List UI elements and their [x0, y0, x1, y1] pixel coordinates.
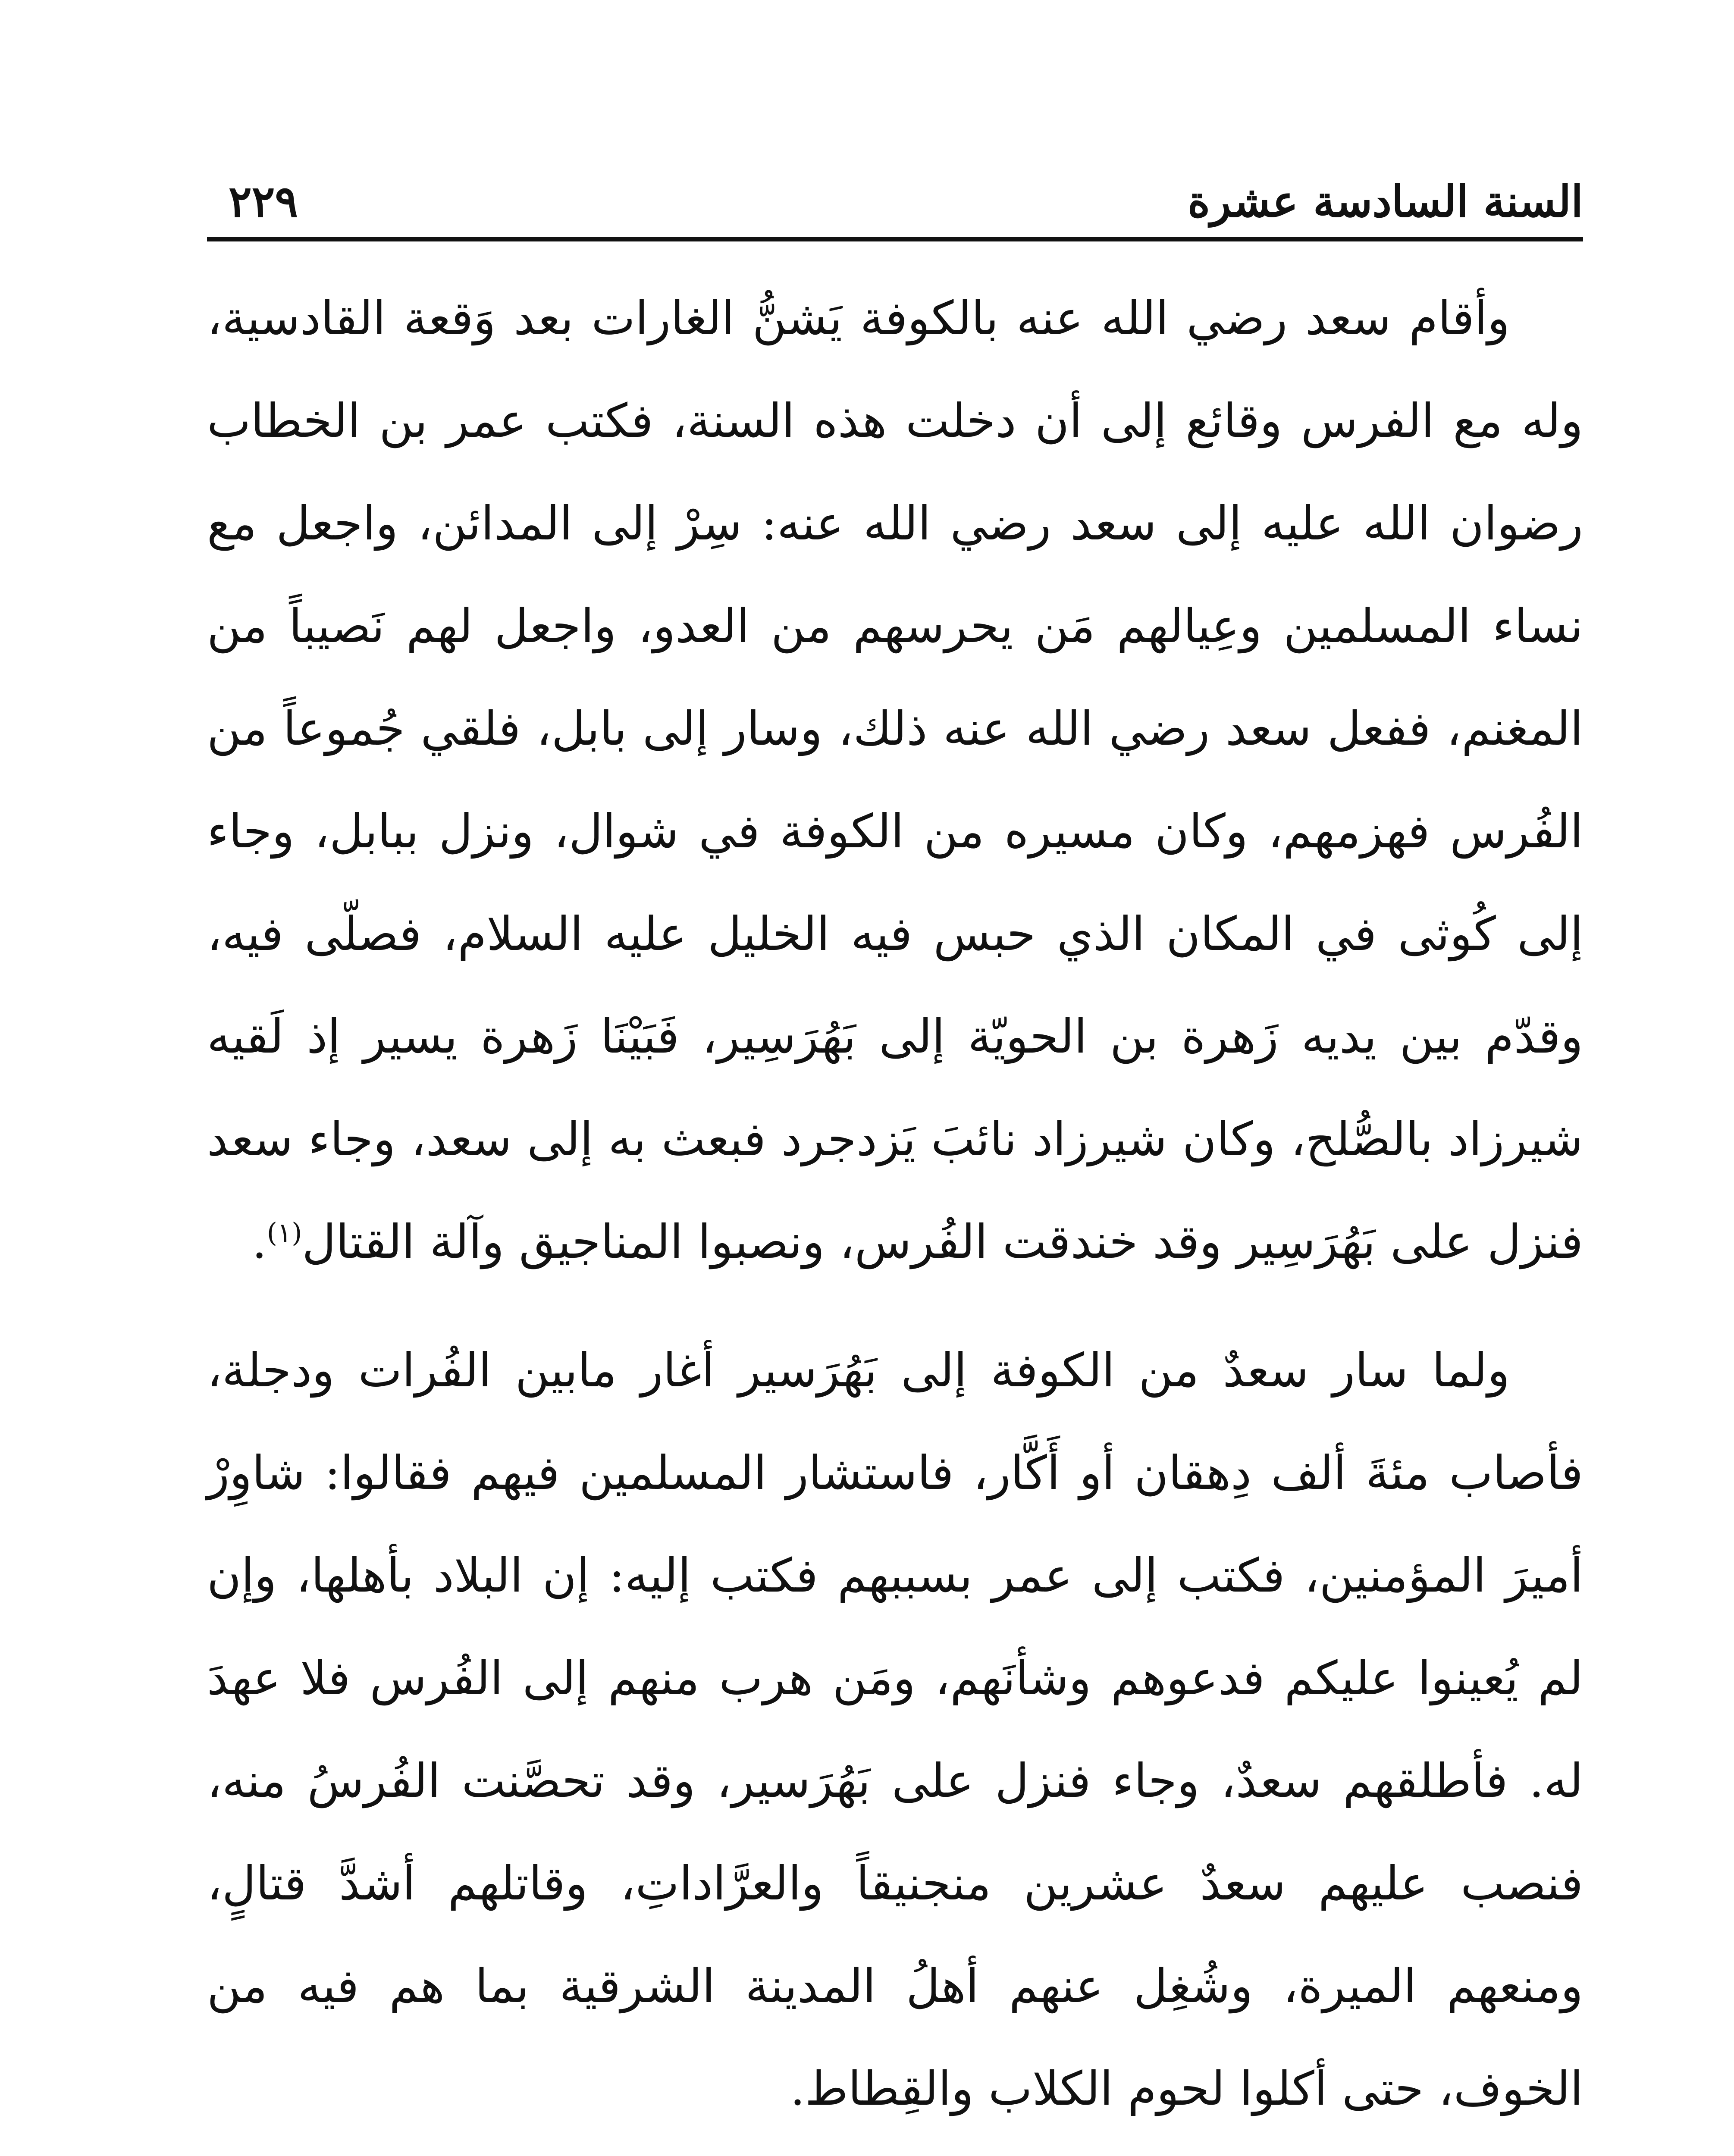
paragraph-text: وأقام سعد رضي الله عنه بالكوفة يَشنُّ الغارات بعد وَقعة القادسية، وله مع الفرس وقائع إلى أن دخلت هذه السنة، فكتب عمر بن الخطاب رضوان الله عليه إلى سعد رضي الله عنه: سِرْ إلى المدائن، واجعل مع نساء المسلمين وعِيالهم مَن يحرسهم من العدو، واجعل لهم نَصيباً من المغنم، ففعل سعد رضي الله عنه ذلك، وسار إلى بابل، فلقي جُموعاً من الفُرس فهزمهم، وكان مسيره من الكوفة في شوال، ونزل ببابل، وجاء إلى كُوثى في المكان الذي حبس فيه الخليل عليه السلام، فصلّى فيه، وقدّم بين يديه زَهرة بن الحويّة إلى بَهُرَسِير، فَبَيْنَا زَهرة يسير إذ لَقيه شيرزاد بالصُّلح، وكان شيرزاد نائبَ يَزدجرد فبعث به إلى سعد، وجاء سعد فنزل على بَهُرَسِير وقد خندقت الفُرس، ونصبوا المناجيق وآلة القتال [207, 291, 1583, 1269]
running-title: السنة السادسة عشرة [1187, 176, 1583, 227]
page-header [207, 151, 1583, 241]
paragraph-tail: . [252, 1215, 267, 1269]
footnote-ref: (١) [267, 1217, 302, 1248]
paragraph [207, 1319, 1583, 2140]
main-text [207, 267, 1583, 2156]
paragraph-text: ولما سار سعدٌ من الكوفة إلى بَهُرَسير أغار مابين الفُرات ودجلة، فأصاب مئةَ ألف دِهقان أو أَكَّار، فاستشار المسلمين فيهم فقالوا: شاوِرْ أميرَ المؤمنين، فكتب إلى عمر بسببهم فكتب إليه: إن البلاد بأهلها، وإن لم يُعينوا عليكم فدعوهم وشأنَهم، ومَن هرب منهم إلى الفُرس فلا عهدَ له. فأطلقهم سعدٌ، وجاء فنزل على بَهُرَسير، وقد تحصَّنت الفُرسُ منه، فنصب عليهم سعدٌ عشرين منجنيقاً والعرَّاداتِ، وقاتلهم أشدَّ قتالٍ، ومنعهم الميرة، وشُغِل عنهم أهلُ المدينة الشرقية بما هم فيه من الخوف، حتى أكلوا لحوم الكلاب والقِطاط. [207, 1344, 1583, 2116]
paragraph [207, 267, 1583, 1294]
page-number: ٢٢٩ [229, 176, 298, 227]
